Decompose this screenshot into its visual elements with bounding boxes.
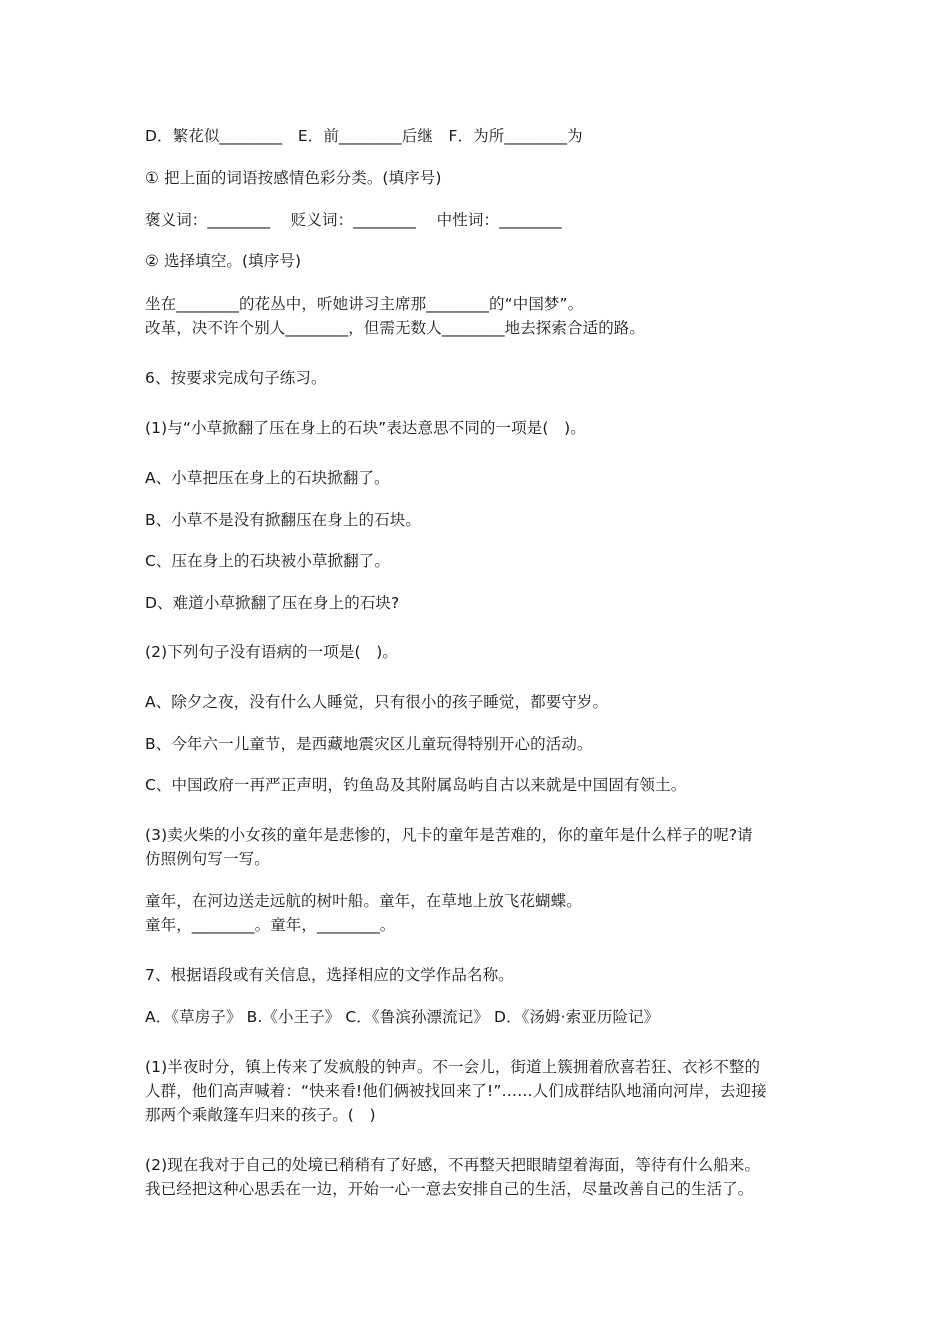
- q7-passage-2-line-1: (2)现在我对于自己的处境已稍稍有了好感，不再整天把眼睛望着海面，等待有什么船来。: [145, 1156, 761, 1174]
- q6-3-answer-blanks: 童年，________。童年，________。: [145, 916, 396, 934]
- q6-2-option-c: C、中国政府一再严正声明，钓鱼岛及其附属岛屿自古以来就是中国固有领土。: [145, 776, 687, 794]
- q7-passage-1-line-1: (1)半夜时分，镇上传来了发疯般的钟声。不一会儿，街道上簇拥着欣喜若狂、衣衫不整的: [145, 1058, 761, 1076]
- q6-title: 6、按要求完成句子练习。: [145, 369, 327, 387]
- q6-3-question-line-1: (3)卖火柴的小女孩的童年是悲惨的，凡卡的童年是苦难的，你的童年是什么样子的呢?请: [145, 826, 753, 844]
- q5-word-options: D．繁花似________ E．前________后继 F．为所________为: [145, 127, 583, 145]
- q6-2-option-a: A、除夕之夜，没有什么人睡觉，只有很小的孩子睡觉，都要守岁。: [145, 693, 609, 711]
- q7-book-options: A．《草房子》 B.《小王子》 C．《鲁滨孙漂流记》 D．《汤姆·索亚历险记》: [145, 1008, 660, 1026]
- q7-passage-1-line-2: 人群，他们高声喊着：“快来看!他们俩被找回来了!”……人们成群结队地涌向河岸，去迎接: [145, 1082, 767, 1100]
- q5-task-fill: ② 选择填空。(填序号): [145, 252, 302, 270]
- q6-3-question-line-2: 仿照例句写一写。: [145, 850, 270, 868]
- q6-1-option-a: A、小草把压在身上的石块掀翻了。: [145, 469, 390, 487]
- q6-3-example: 童年，在河边送走远航的树叶船。童年，在草地上放飞花蝴蝶。: [145, 892, 582, 910]
- q7-passage-2-line-2: 我已经把这种心思丢在一边，开始一心一意去安排自己的生活，尽量改善自己的生活了。: [145, 1180, 754, 1198]
- q6-1-option-d: D、难道小草掀翻了压在身上的石块?: [145, 594, 400, 612]
- q6-1-option-c: C、压在身上的石块被小草掀翻了。: [145, 552, 390, 570]
- q5-fill-sentence-1: 坐在________的花丛中，听她讲习主席那________的“中国梦”。: [145, 295, 584, 313]
- q5-fill-sentence-2: 改革，决不许个别人________，但需无数人________地去探索合适的路。: [145, 319, 646, 337]
- q6-2-option-b: B、今年六一儿童节，是西藏地震灾区儿童玩得特别开心的活动。: [145, 735, 593, 753]
- q6-2-question: (2)下列句子没有语病的一项是( )。: [145, 643, 398, 661]
- q5-task-classify: ① 把上面的词语按感情色彩分类。(填序号): [145, 169, 442, 187]
- q7-title: 7、根据语段或有关信息，选择相应的文学作品名称。: [145, 966, 514, 984]
- q6-1-question: (1)与“小草掀翻了压在身上的石块”表达意思不同的一项是( )。: [145, 419, 586, 437]
- q7-passage-1-line-3: 那两个乘敞篷车归来的孩子。( ): [145, 1106, 376, 1124]
- q5-emotion-categories: 褒义词：________ 贬义词：________ 中性词：________: [145, 211, 562, 229]
- q6-1-option-b: B、小草不是没有掀翻压在身上的石块。: [145, 511, 421, 529]
